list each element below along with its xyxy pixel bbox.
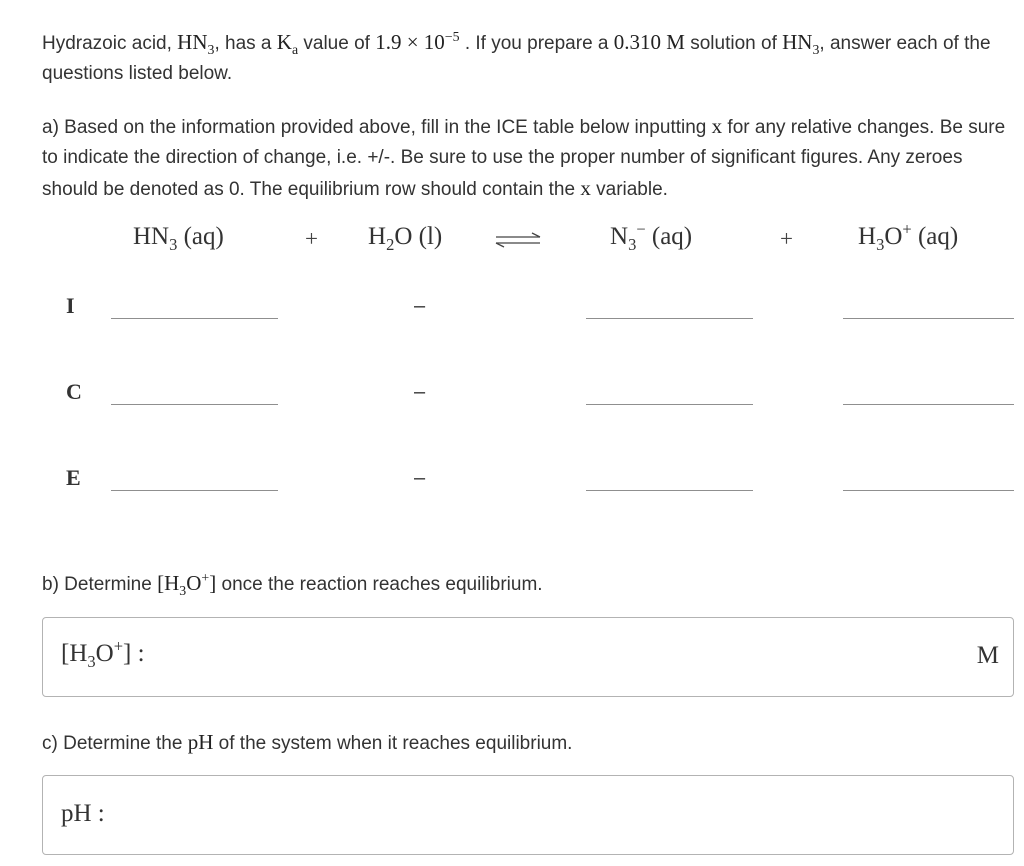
question-intro (42, 27, 1017, 89)
h3o-answer-box (42, 617, 1014, 697)
ice-initial-n3-input[interactable] (586, 292, 753, 319)
reactant-h2o: $H_2O$ (l) (368, 223, 443, 254)
unit-label: M (976, 642, 999, 669)
part-a-instructions: a) Based on the information provided above, fill in the ICE table below inputting x for any relative changes. Be sure to indicate the direction of change, i.e. +/-. Be sure to use the proper number of significant figures. Any zeroes should be denoted as 0. The equilibrium row should contain the x variable. (42, 114, 1006, 200)
part-c-question: c) Determine the pH of the system when it reaches equilibrium. (42, 730, 573, 754)
ph-answer-label: pH : (61, 800, 105, 827)
ice-row-label-change: C (66, 379, 82, 404)
h3o-answer-input[interactable] (173, 642, 957, 674)
ice-row-label-equilibrium: E (66, 465, 81, 490)
ice-equilibrium-h2o-dash: – (414, 467, 426, 489)
intro-text: solution of (684, 33, 783, 54)
ice-initial-hn3-input[interactable] (111, 292, 278, 319)
variable-x: x (580, 176, 591, 200)
product-n3: $N_3^-$ (aq) (610, 219, 693, 254)
h3o-answer-label: $[H_3O^+]$ : (61, 636, 145, 671)
intro-text: value of (298, 33, 376, 54)
ice-initial-h2o-dash: – (414, 295, 426, 317)
acid-formula: $HN_3$ (177, 30, 215, 58)
h3o-concentration: $[H_3O^+]$ (157, 570, 217, 599)
concentration: 0.310 M (613, 30, 685, 54)
ice-change-n3-input[interactable] (586, 378, 753, 405)
intro-text: , answer each of the questions listed below. (42, 33, 991, 84)
ph-answer-input[interactable] (123, 800, 997, 832)
equilibrium-arrow-icon (494, 232, 542, 248)
intro-text: . If you prepare a (459, 33, 614, 54)
intro-text: , has a (214, 33, 277, 54)
ice-change-h2o-dash: – (414, 381, 426, 403)
ice-row-label-initial: I (66, 293, 75, 318)
variable-x: x (711, 114, 723, 138)
plus-sign: + (780, 226, 793, 251)
part-b-question: b) Determine $[H_3O^+]$ once the reaction reaches equilibrium. (42, 570, 543, 599)
acid-formula: $HN_3$ (782, 30, 820, 58)
ice-equilibrium-h3o-input[interactable] (843, 464, 1014, 491)
ice-equilibrium-n3-input[interactable] (586, 464, 753, 491)
product-h3o: $H_3O^+$ (aq) (858, 219, 959, 254)
ph-answer-box (42, 775, 1014, 855)
ka-symbol: $K_a$ (276, 30, 299, 58)
reactant-hn3: $HN_3$ (aq) (133, 223, 224, 254)
ice-equilibrium-hn3-input[interactable] (111, 464, 278, 491)
ka-value: $1.9 \times 10^{-5}$ (375, 29, 460, 54)
plus-sign: + (305, 226, 318, 251)
ph-symbol: pH (187, 730, 214, 754)
ice-change-hn3-input[interactable] (111, 378, 278, 405)
intro-text: Hydrazoic acid, (42, 33, 178, 54)
ice-change-h3o-input[interactable] (843, 378, 1014, 405)
ice-initial-h3o-input[interactable] (843, 292, 1014, 319)
